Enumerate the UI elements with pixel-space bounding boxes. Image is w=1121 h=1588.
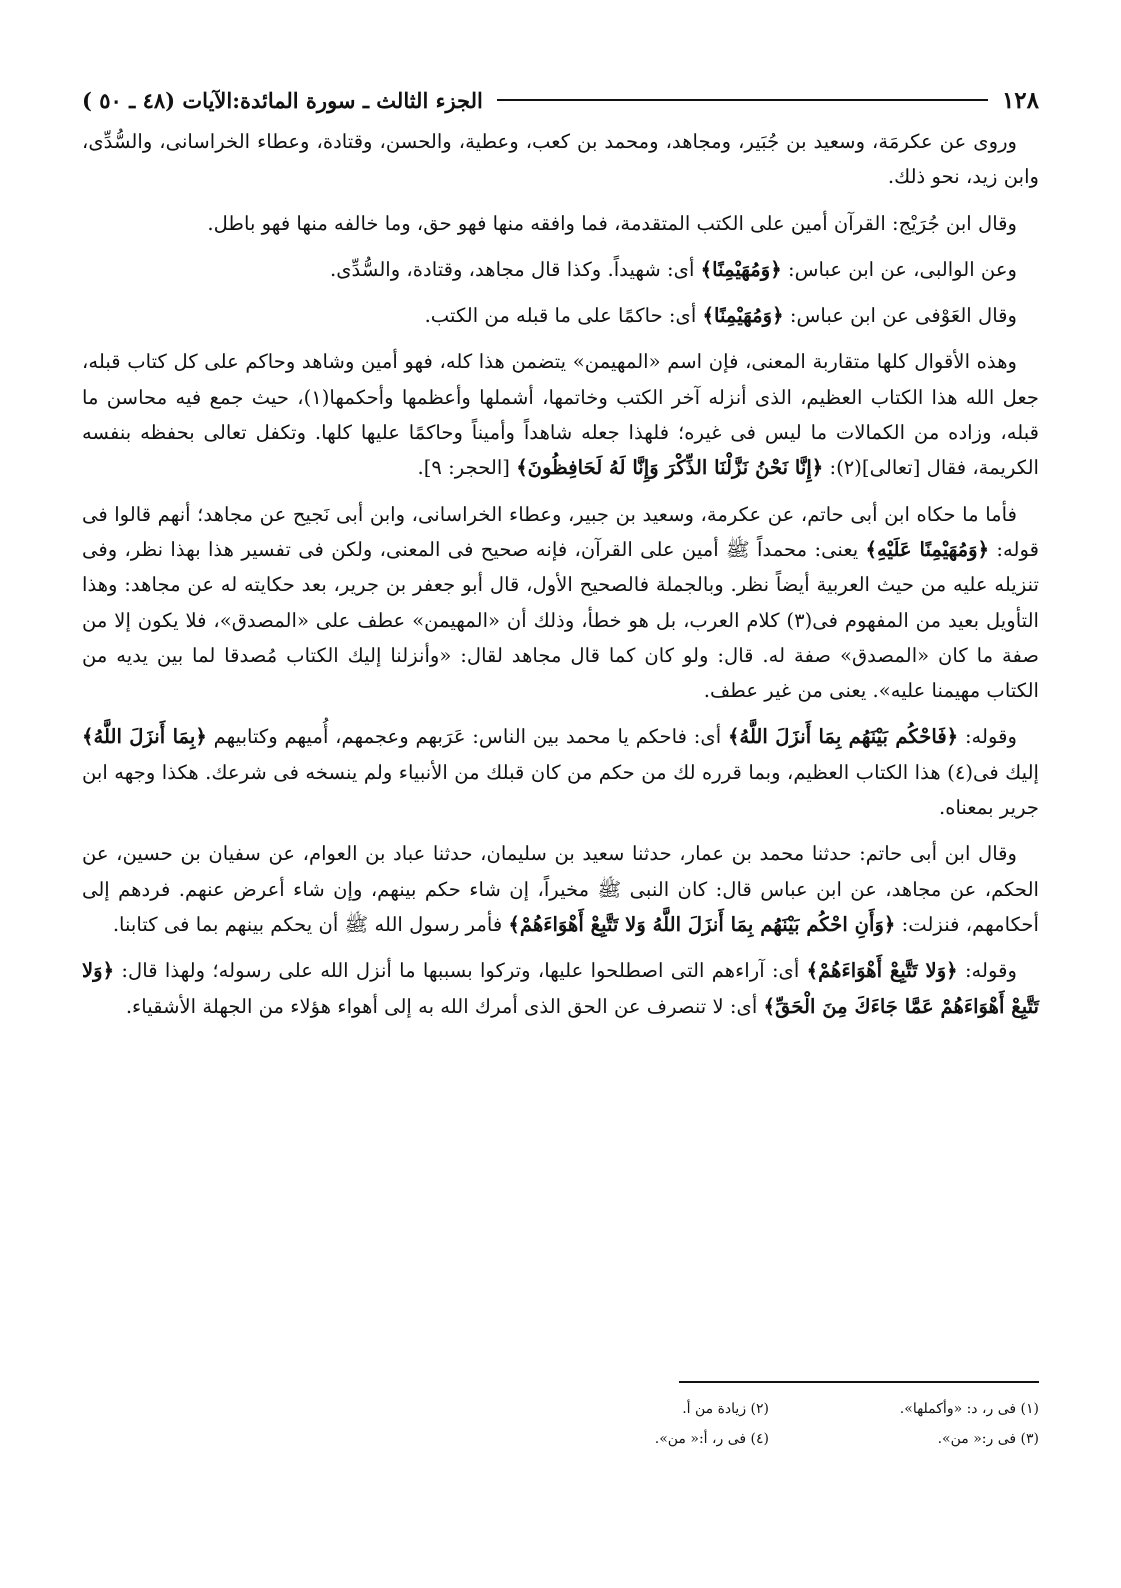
footnote-rule bbox=[679, 1381, 1039, 1383]
quran-quote: ﴿إِنَّا نَحْنُ نَزَّلْنَا الذِّكْرَ وَإِنَّا لَهُ لَحَافِظُونَ﴾ bbox=[516, 456, 824, 480]
page-number: ١٢٨ bbox=[1001, 86, 1039, 114]
paragraph: وعن الوالبى، عن ابن عباس: ﴿وَمُهَيْمِنًا﴾ أى: شهيداً. وكذا قال مجاهد، وقتادة، والسُّدِّى. bbox=[329, 257, 1017, 281]
footnotes bbox=[82, 1394, 1039, 1454]
body-text bbox=[82, 124, 1039, 1035]
footnote: (٢) زيادة من أ. bbox=[682, 1401, 769, 1417]
quran-quote: ﴿وَأَنِ احْكُم بَيْنَهُم بِمَا أَنزَلَ اللَّهُ وَلا تَتَّبِعْ أَهْوَاءَهُمْ﴾ bbox=[508, 912, 896, 936]
paragraph: وقال العَوْفى عن ابن عباس: ﴿وَمُهَيْمِنًا﴾ أى: حاكمًا على ما قبله من الكتب. bbox=[424, 304, 1017, 328]
paragraph: وقال ابن جُرَيْج: القرآن أمين على الكتب المتقدمة، فما وافقه منها فهو حق، وما خالفه منها فهو باطل. bbox=[207, 211, 1017, 235]
paragraph: وروى عن عكرمَة، وسعيد بن جُبَير، ومجاهد، ومحمد بن كعب، وعطية، والحسن، وقتادة، وعطاء الخراسانى، والسُّدِّى، وابن زيد، نحو ذلك. bbox=[82, 130, 1039, 189]
header-rule bbox=[497, 99, 988, 101]
quran-quote: ﴿فَاحْكُم بَيْنَهُم بِمَا أَنزَلَ اللَّهُ﴾ bbox=[727, 725, 959, 749]
quran-quote: ﴿وَلا تَتَّبِعْ أَهْوَاءَهُمْ عَمَّا جَاءَكَ مِنَ الْحَقِّ﴾ bbox=[82, 959, 1039, 1018]
footnote: (١) فى ر، د: «وأكملها». bbox=[899, 1401, 1039, 1417]
paragraph: وقوله: ﴿وَلا تَتَّبِعْ أَهْوَاءَهُمْ﴾ أى: آراءهم التى اصطلحوا عليها، وتركوا بسببها ما أنزل الله على رسوله؛ ولهذا قال: ﴿وَلا تَتَّبِعْ أَهْوَاءَهُمْ عَمَّا جَاءَكَ مِنَ الْحَقِّ﴾ أى: لا تنصرف عن الحق الذى أمرك الله به إلى أهواء هؤلاء من الجهلة الأشقياء. bbox=[82, 959, 1039, 1018]
footnote: (٣) فى ر:« من». bbox=[937, 1431, 1039, 1447]
quran-quote: ﴿وَمُهَيْمِنًا﴾ bbox=[700, 257, 782, 281]
quran-quote: ﴿بِمَا أَنزَلَ اللَّهُ﴾ bbox=[82, 725, 207, 749]
paragraph: وقال ابن أبى حاتم: حدثنا محمد بن عمار، حدثنا سعيد بن سليمان، حدثنا عباد بن العوام، عن سفيان بن حسين، عن الحكم، عن مجاهد، عن ابن عباس قال: كان النبى ﷺ مخيراً، إن شاء حكم بينهم، وإن شاء أعرض عنهم. فردهم إلى أحكامهم، فنزلت: ﴿وَأَنِ احْكُم بَيْنَهُم بِمَا أَنزَلَ اللَّهُ وَلا تَتَّبِعْ أَهْوَاءَهُمْ﴾ فأمر رسول الله ﷺ أن يحكم بينهم بما فى كتابنا. bbox=[82, 842, 1039, 936]
paragraph: فأما ما حكاه ابن أبى حاتم، عن عكرمة، وسعيد بن جبير، وعطاء الخراسانى، وابن أبى نَجيح عن مجاهد؛ أنهم قالوا فى قوله: ﴿وَمُهَيْمِنًا عَلَيْهِ﴾ يعنى: محمداً ﷺ أمين على القرآن، فإنه صحيح فى المعنى، ولكن فى تفسير هذا بهذا نظر، وفى تنزيله عليه من حيث العربية أيضاً نظر. وبالجملة فالصحيح الأول، قال أبو جعفر بن جرير، بعد حكايته له عن مجاهد: وهذا التأويل بعيد من المفهوم فى(٣) كلام العرب، بل هو خطأ، وذلك أن «المهيمن» عطف على «المصدق»، فلا يكون إلا من صفة ما كان «المصدق» صفة له. قال: ولو كان كما قال مجاهد لقال: «وأنزلنا إليك الكتاب مُصدقا لما بين يديه من الكتاب مهيمنا عليه». يعنى من غير عطف. bbox=[82, 502, 1039, 703]
footnote: (٤) فى ر، أ:« من». bbox=[654, 1431, 769, 1447]
paragraph: وهذه الأقوال كلها متقاربة المعنى، فإن اسم «المهيمن» يتضمن هذا كله، فهو أمين وشاهد وحاكم على كل كتاب قبله، جعل الله هذا الكتاب العظيم، الذى أنزله آخر الكتب وخاتمها، أشملها وأعظمها وأحكمها(١)، حيث جمع فيه محاسن ما قبله، وزاده من الكمالات ما ليس فى غيره؛ فلهذا جعله شاهداً وأميناً وحاكمًا عليها كلها. وتكفل تعالى بحفظه بنفسه الكريمة، فقال [تعالى](٢): ﴿إِنَّا نَحْنُ نَزَّلْنَا الذِّكْرَ وَإِنَّا لَهُ لَحَافِظُونَ﴾ [الحجر: ٩]. bbox=[82, 350, 1040, 480]
footnote-row bbox=[82, 1394, 1039, 1424]
footnote-row bbox=[82, 1424, 1039, 1454]
quran-quote: ﴿وَمُهَيْمِنًا﴾ bbox=[702, 304, 784, 328]
paragraph: وقوله: ﴿فَاحْكُم بَيْنَهُم بِمَا أَنزَلَ اللَّهُ﴾ أى: فاحكم يا محمد بين الناس: عَرَبهم وعجمهم، أُميهم وكتابيهم ﴿بِمَا أَنزَلَ اللَّهُ﴾ إليك فى(٤) هذا الكتاب العظيم، وبما قرره لك من حكم من كان قبلك من الأنبياء ولم ينسخه فى شرعك. هكذا وجهه ابن جرير بمعناه. bbox=[82, 725, 1039, 820]
header-title: الجزء الثالث ـ سورة المائدة:الآيات (٤٨ ـ ٥٠ ) bbox=[82, 87, 483, 113]
running-header bbox=[82, 80, 1039, 120]
quran-quote: ﴿وَلا تَتَّبِعْ أَهْوَاءَهُمْ﴾ bbox=[806, 959, 958, 983]
quran-quote: ﴿وَمُهَيْمِنًا عَلَيْهِ﴾ bbox=[865, 537, 990, 561]
